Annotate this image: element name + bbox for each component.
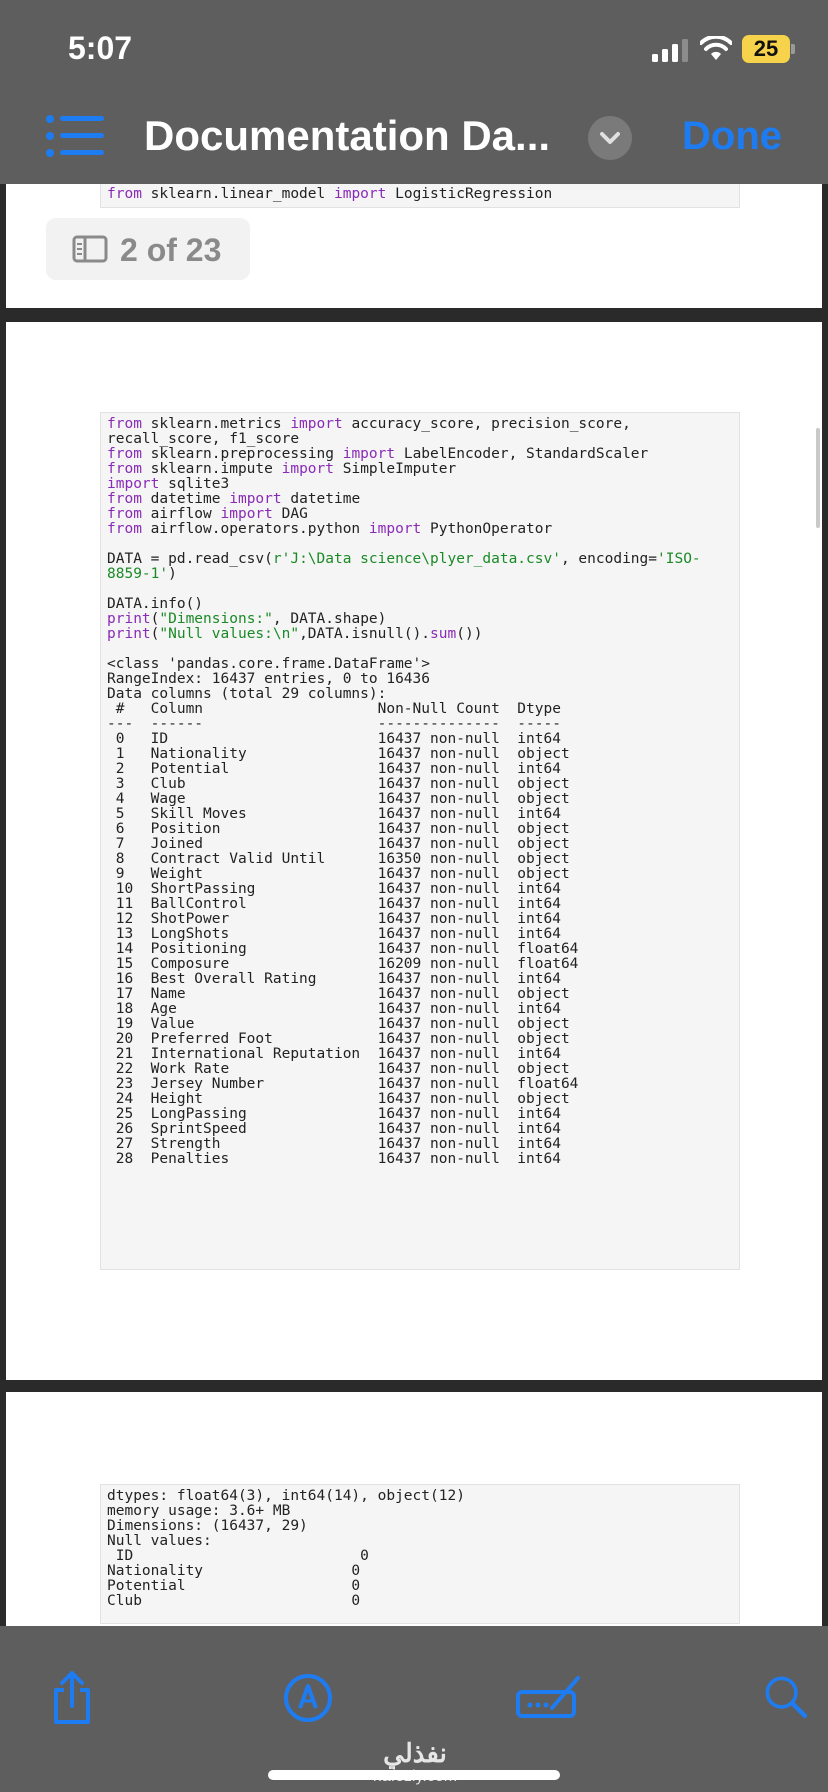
code-line — [107, 1017, 733, 1032]
code-line — [107, 1579, 733, 1594]
code-string: "Null values:\n" — [159, 626, 300, 642]
code-text: , encoding= — [560, 551, 657, 567]
code-keyword: from — [107, 491, 142, 507]
done-button[interactable]: Done — [682, 114, 782, 158]
code-text: DATA.info() — [107, 596, 204, 612]
code-line — [107, 552, 733, 567]
document-title[interactable]: Documentation Da... — [144, 112, 551, 159]
page-indicator[interactable] — [46, 218, 250, 280]
code-string: "Dimensions:" — [159, 611, 273, 627]
code-line — [107, 1032, 733, 1047]
code-text: sklearn.preprocessing — [141, 446, 343, 462]
code-text: memory usage: 3.6+ MB — [107, 1503, 291, 1519]
code-text: # Column Non-Null Count Dtype — [107, 701, 579, 717]
code-text: ) — [168, 566, 177, 582]
code-line — [107, 957, 733, 972]
code-text: 9 Weight 16437 non-null object — [107, 866, 579, 882]
code-line — [107, 522, 733, 537]
code-line — [107, 507, 733, 522]
code-text: LabelEncoder, StandardScaler — [395, 446, 649, 462]
code-line — [107, 627, 733, 642]
code-text: datetime — [141, 491, 230, 507]
code-line — [107, 477, 733, 492]
code-line — [107, 1564, 733, 1579]
code-line — [107, 792, 733, 807]
code-text: 8 Contract Valid Until 16350 non-null object — [107, 851, 579, 867]
code-text: 19 Value 16437 non-null object — [107, 1016, 579, 1032]
code-text: airflow — [141, 506, 221, 522]
code-block — [100, 412, 740, 1270]
code-text: accuracy_score, precision_score, — [342, 416, 631, 432]
code-text: 26 SprintSpeed 16437 non-null int64 — [107, 1121, 579, 1137]
code-text: 22 Work Rate 16437 non-null object — [107, 1061, 579, 1077]
page-indicator-label: 2 of 23 — [120, 232, 222, 268]
wifi-icon — [700, 36, 732, 62]
code-string: 8859-1' — [107, 566, 169, 582]
code-text: Potential 0 — [107, 1578, 361, 1594]
document-page — [6, 1392, 822, 1626]
code-text: Club 0 — [107, 1593, 361, 1609]
code-text: Nationality 0 — [107, 1563, 361, 1579]
code-text: 25 LongPassing 16437 non-null int64 — [107, 1106, 579, 1122]
code-keyword: sum — [430, 626, 457, 642]
code-line — [107, 702, 733, 717]
code-line — [107, 1077, 733, 1092]
title-menu-button[interactable] — [588, 116, 632, 160]
code-line — [107, 1107, 733, 1122]
code-text: 4 Wage 16437 non-null object — [107, 791, 579, 807]
code-line — [107, 1519, 733, 1534]
code-text: sklearn.impute — [141, 461, 282, 477]
code-text: 1 Nationality 16437 non-null object — [107, 746, 579, 762]
code-text: 13 LongShots 16437 non-null int64 — [107, 926, 579, 942]
code-text: 5 Skill Moves 16437 non-null int64 — [107, 806, 579, 822]
code-line — [107, 187, 733, 202]
share-icon[interactable] — [44, 1670, 100, 1726]
code-text: 27 Strength 16437 non-null int64 — [107, 1136, 579, 1152]
code-keyword: import — [368, 521, 422, 537]
code-text: 6 Position 16437 non-null object — [107, 821, 579, 837]
code-line — [107, 1152, 733, 1167]
code-keyword: from — [107, 506, 142, 522]
code-string: r'J:\Data science\plyer_data.csv' — [272, 551, 561, 567]
code-line — [107, 822, 733, 837]
code-text: 28 Penalties 16437 non-null int64 — [107, 1151, 579, 1167]
code-line — [107, 852, 733, 867]
code-line — [107, 762, 733, 777]
code-line — [107, 492, 733, 507]
bottom-toolbar — [0, 1626, 828, 1792]
code-text: ,DATA.isnull(). — [299, 626, 431, 642]
code-line — [107, 1047, 733, 1062]
code-text: 20 Preferred Foot 16437 non-null object — [107, 1031, 579, 1047]
code-text: 17 Name 16437 non-null object — [107, 986, 579, 1002]
code-text: sqlite3 — [159, 476, 230, 492]
code-keyword: from — [107, 521, 142, 537]
code-line — [107, 882, 733, 897]
code-text: sklearn.linear_model — [141, 186, 334, 202]
code-text: <class 'pandas.core.frame.DataFrame'> — [107, 656, 431, 672]
code-text: SimpleImputer — [334, 461, 457, 477]
signature-icon[interactable] — [514, 1670, 584, 1726]
code-text: 18 Age 16437 non-null int64 — [107, 1001, 579, 1017]
code-text: Dimensions: (16437, 29) — [107, 1518, 308, 1534]
code-line — [107, 777, 733, 792]
code-line — [107, 1137, 733, 1152]
code-text: 11 BallControl 16437 non-null int64 — [107, 896, 579, 912]
code-line — [107, 717, 733, 732]
code-keyword: print — [107, 611, 151, 627]
code-keyword: from — [107, 461, 142, 477]
code-line — [107, 747, 733, 762]
home-indicator — [268, 1770, 560, 1780]
code-text: Null values: — [107, 1533, 212, 1549]
code-text: ID 0 — [107, 1548, 369, 1564]
code-line — [107, 597, 733, 612]
code-text: 0 ID 16437 non-null int64 — [107, 731, 579, 747]
document-page — [6, 322, 822, 1380]
code-text: , DATA.shape) — [272, 611, 387, 627]
code-line — [107, 927, 733, 942]
code-text: datetime — [281, 491, 361, 507]
code-string: 'ISO- — [657, 551, 701, 567]
sidebar-icon — [72, 235, 108, 263]
code-keyword: print — [107, 626, 151, 642]
code-line — [107, 897, 733, 912]
code-text: ( — [150, 611, 160, 627]
code-line — [107, 1062, 733, 1077]
code-line — [107, 567, 733, 582]
outline-list-icon[interactable] — [46, 114, 104, 158]
code-text: RangeIndex: 16437 entries, 0 to 16436 — [107, 671, 431, 687]
code-keyword: import — [107, 476, 160, 492]
code-text: 15 Composure 16209 non-null float64 — [107, 956, 579, 972]
code-line — [107, 1489, 733, 1504]
code-keyword: from — [107, 186, 142, 202]
code-text: recall_score, f1_score — [107, 431, 300, 447]
code-keyword: import — [290, 416, 343, 432]
code-text: 23 Jersey Number 16437 non-null float64 — [107, 1076, 579, 1092]
battery-indicator: 25 — [742, 35, 790, 63]
code-line — [107, 1092, 733, 1107]
code-text: 24 Height 16437 non-null object — [107, 1091, 579, 1107]
markup-icon[interactable] — [280, 1670, 336, 1726]
code-line — [107, 582, 733, 597]
code-keyword: import — [281, 461, 334, 477]
code-line — [107, 642, 733, 657]
code-line — [107, 1002, 733, 1017]
code-text: Data columns (total 29 columns): — [107, 686, 387, 702]
code-line — [107, 672, 733, 687]
code-keyword: from — [107, 416, 142, 432]
scrollbar[interactable] — [816, 428, 820, 528]
code-keyword: import — [220, 506, 273, 522]
code-text: --- ------ -------------- ----- — [107, 716, 579, 732]
code-keyword: import — [333, 186, 387, 202]
code-line — [107, 1594, 733, 1609]
code-line — [107, 837, 733, 852]
code-line — [107, 1122, 733, 1137]
code-line — [107, 417, 733, 432]
document-page — [6, 184, 822, 308]
status-time: 5:07 — [68, 30, 133, 66]
code-keyword: from — [107, 446, 142, 462]
code-line — [107, 612, 733, 627]
watermark-brand: نفذلي — [383, 1738, 447, 1768]
code-text: dtypes: float64(3), int64(14), object(12) — [107, 1488, 465, 1504]
code-text: PythonOperator — [421, 521, 553, 537]
code-line — [107, 972, 733, 987]
code-line — [107, 987, 733, 1002]
code-text: 10 ShortPassing 16437 non-null int64 — [107, 881, 579, 897]
code-text: 7 Joined 16437 non-null object — [107, 836, 579, 852]
code-keyword: import — [229, 491, 282, 507]
code-line — [107, 1534, 733, 1549]
code-text: DAG — [272, 506, 308, 522]
code-keyword: import — [342, 446, 396, 462]
code-block — [100, 1484, 740, 1624]
code-line — [107, 447, 733, 462]
code-line — [107, 462, 733, 477]
code-line — [107, 657, 733, 672]
top-bar — [0, 0, 828, 184]
code-text: 16 Best Overall Rating 16437 non-null int64 — [107, 971, 579, 987]
code-line — [107, 732, 733, 747]
code-line — [107, 537, 733, 552]
code-line — [107, 432, 733, 447]
chevron-down-icon — [588, 116, 632, 160]
code-line — [107, 912, 733, 927]
code-line — [107, 1549, 733, 1564]
code-line — [107, 687, 733, 702]
code-text: ( — [150, 626, 160, 642]
code-line — [107, 807, 733, 822]
code-line — [107, 1504, 733, 1519]
cellular-signal-icon — [652, 38, 692, 62]
code-text: 3 Club 16437 non-null object — [107, 776, 579, 792]
code-text: DATA = pd.read_csv( — [107, 551, 273, 567]
battery-tip — [791, 44, 795, 54]
code-text: sklearn.metrics — [141, 416, 291, 432]
code-text: 12 ShotPower 16437 non-null int64 — [107, 911, 579, 927]
code-text: airflow.operators.python — [141, 521, 369, 537]
code-text: ()) — [456, 626, 483, 642]
code-block — [100, 184, 740, 208]
code-text: LogisticRegression — [386, 186, 553, 202]
code-line — [107, 867, 733, 882]
code-text: 14 Positioning 16437 non-null float64 — [107, 941, 579, 957]
code-text: 2 Potential 16437 non-null int64 — [107, 761, 579, 777]
search-icon[interactable] — [762, 1670, 812, 1726]
document-viewer[interactable] — [0, 184, 828, 1626]
code-line — [107, 942, 733, 957]
code-text: 21 International Reputation 16437 non-null int64 — [107, 1046, 579, 1062]
